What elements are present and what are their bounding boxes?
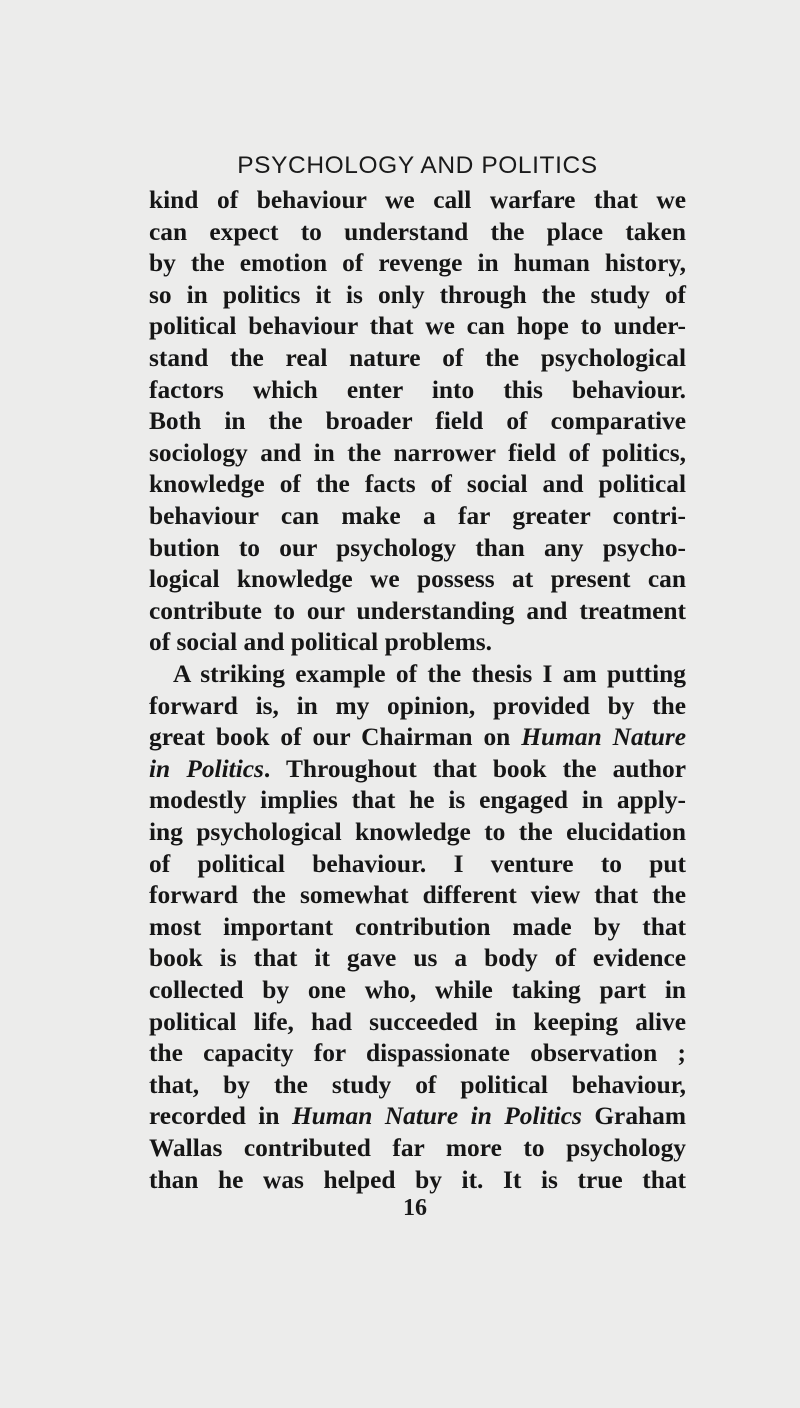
text-line: Both in the broader field of comparative xyxy=(149,407,686,436)
text-line: modestly implies that he is engaged in apply- xyxy=(149,786,686,815)
text-line: sociology and in the narrower field of politics, xyxy=(149,438,686,467)
text-line: can expect to understand the place taken xyxy=(149,217,686,246)
text-line: political life, had succeeded in keeping alive xyxy=(149,1007,686,1036)
text-line: stand the real nature of the psychological xyxy=(149,344,686,372)
book-title-italic: Human Nature xyxy=(521,723,686,752)
text-line: ing psychological knowledge to the elucidation xyxy=(149,818,686,846)
text-line: collected by one who, while taking part in xyxy=(149,976,686,1004)
text-line: behaviour can make a far greater contri- xyxy=(149,502,686,530)
text-line: most important contribution made by that xyxy=(149,912,686,941)
text-line: that, by the study of political behaviour, xyxy=(149,1070,686,1099)
text-line: the capacity for dispassionate observation ; xyxy=(149,1039,686,1068)
text-line: factors which enter into this behaviour. xyxy=(149,375,686,404)
text-line: logical knowledge we possess at present can xyxy=(149,565,686,594)
text-line: bution to our psychology than any psycho- xyxy=(149,533,686,562)
text-line: contribute to our understanding and treatment xyxy=(149,596,686,625)
text-segment: recorded in xyxy=(149,1102,280,1131)
text-line: so in politics it is only through the study of xyxy=(149,280,686,309)
text-line xyxy=(149,754,686,784)
text-line: book is that it gave us a body of evidence xyxy=(149,944,686,973)
text-line: Wallas contributed far more to psychology xyxy=(149,1134,686,1162)
text-line: of social and political problems. xyxy=(149,628,493,657)
running-head: PSYCHOLOGY AND POLITICS xyxy=(237,152,598,179)
book-title-italic: Human Nature in Politics xyxy=(291,1102,582,1131)
text-line: A striking example of the thesis I am putting xyxy=(173,660,686,688)
text-line xyxy=(149,722,686,752)
text-segment: great book of our Chairman on xyxy=(149,723,511,752)
text-segment: . Throughout that book the author xyxy=(263,754,686,783)
book-title-italic: in Politics xyxy=(149,754,264,783)
page-number: 16 xyxy=(403,1195,427,1222)
text-line: by the emotion of revenge in human history, xyxy=(149,249,686,278)
text-line: forward the somewhat different view that the xyxy=(149,881,686,910)
text-line: than he was helped by it. It is true that xyxy=(149,1165,686,1194)
text-line: forward is, in my opinion, provided by the xyxy=(149,691,686,720)
text-line: knowledge of the facts of social and political xyxy=(149,470,686,499)
text-line xyxy=(149,1101,686,1131)
text-line: political behaviour that we can hope to under- xyxy=(149,312,686,341)
text-line: of political behaviour. I venture to put xyxy=(149,849,686,878)
text-segment: Graham xyxy=(594,1102,686,1131)
text-line: kind of behaviour we call warfare that we xyxy=(149,186,686,214)
